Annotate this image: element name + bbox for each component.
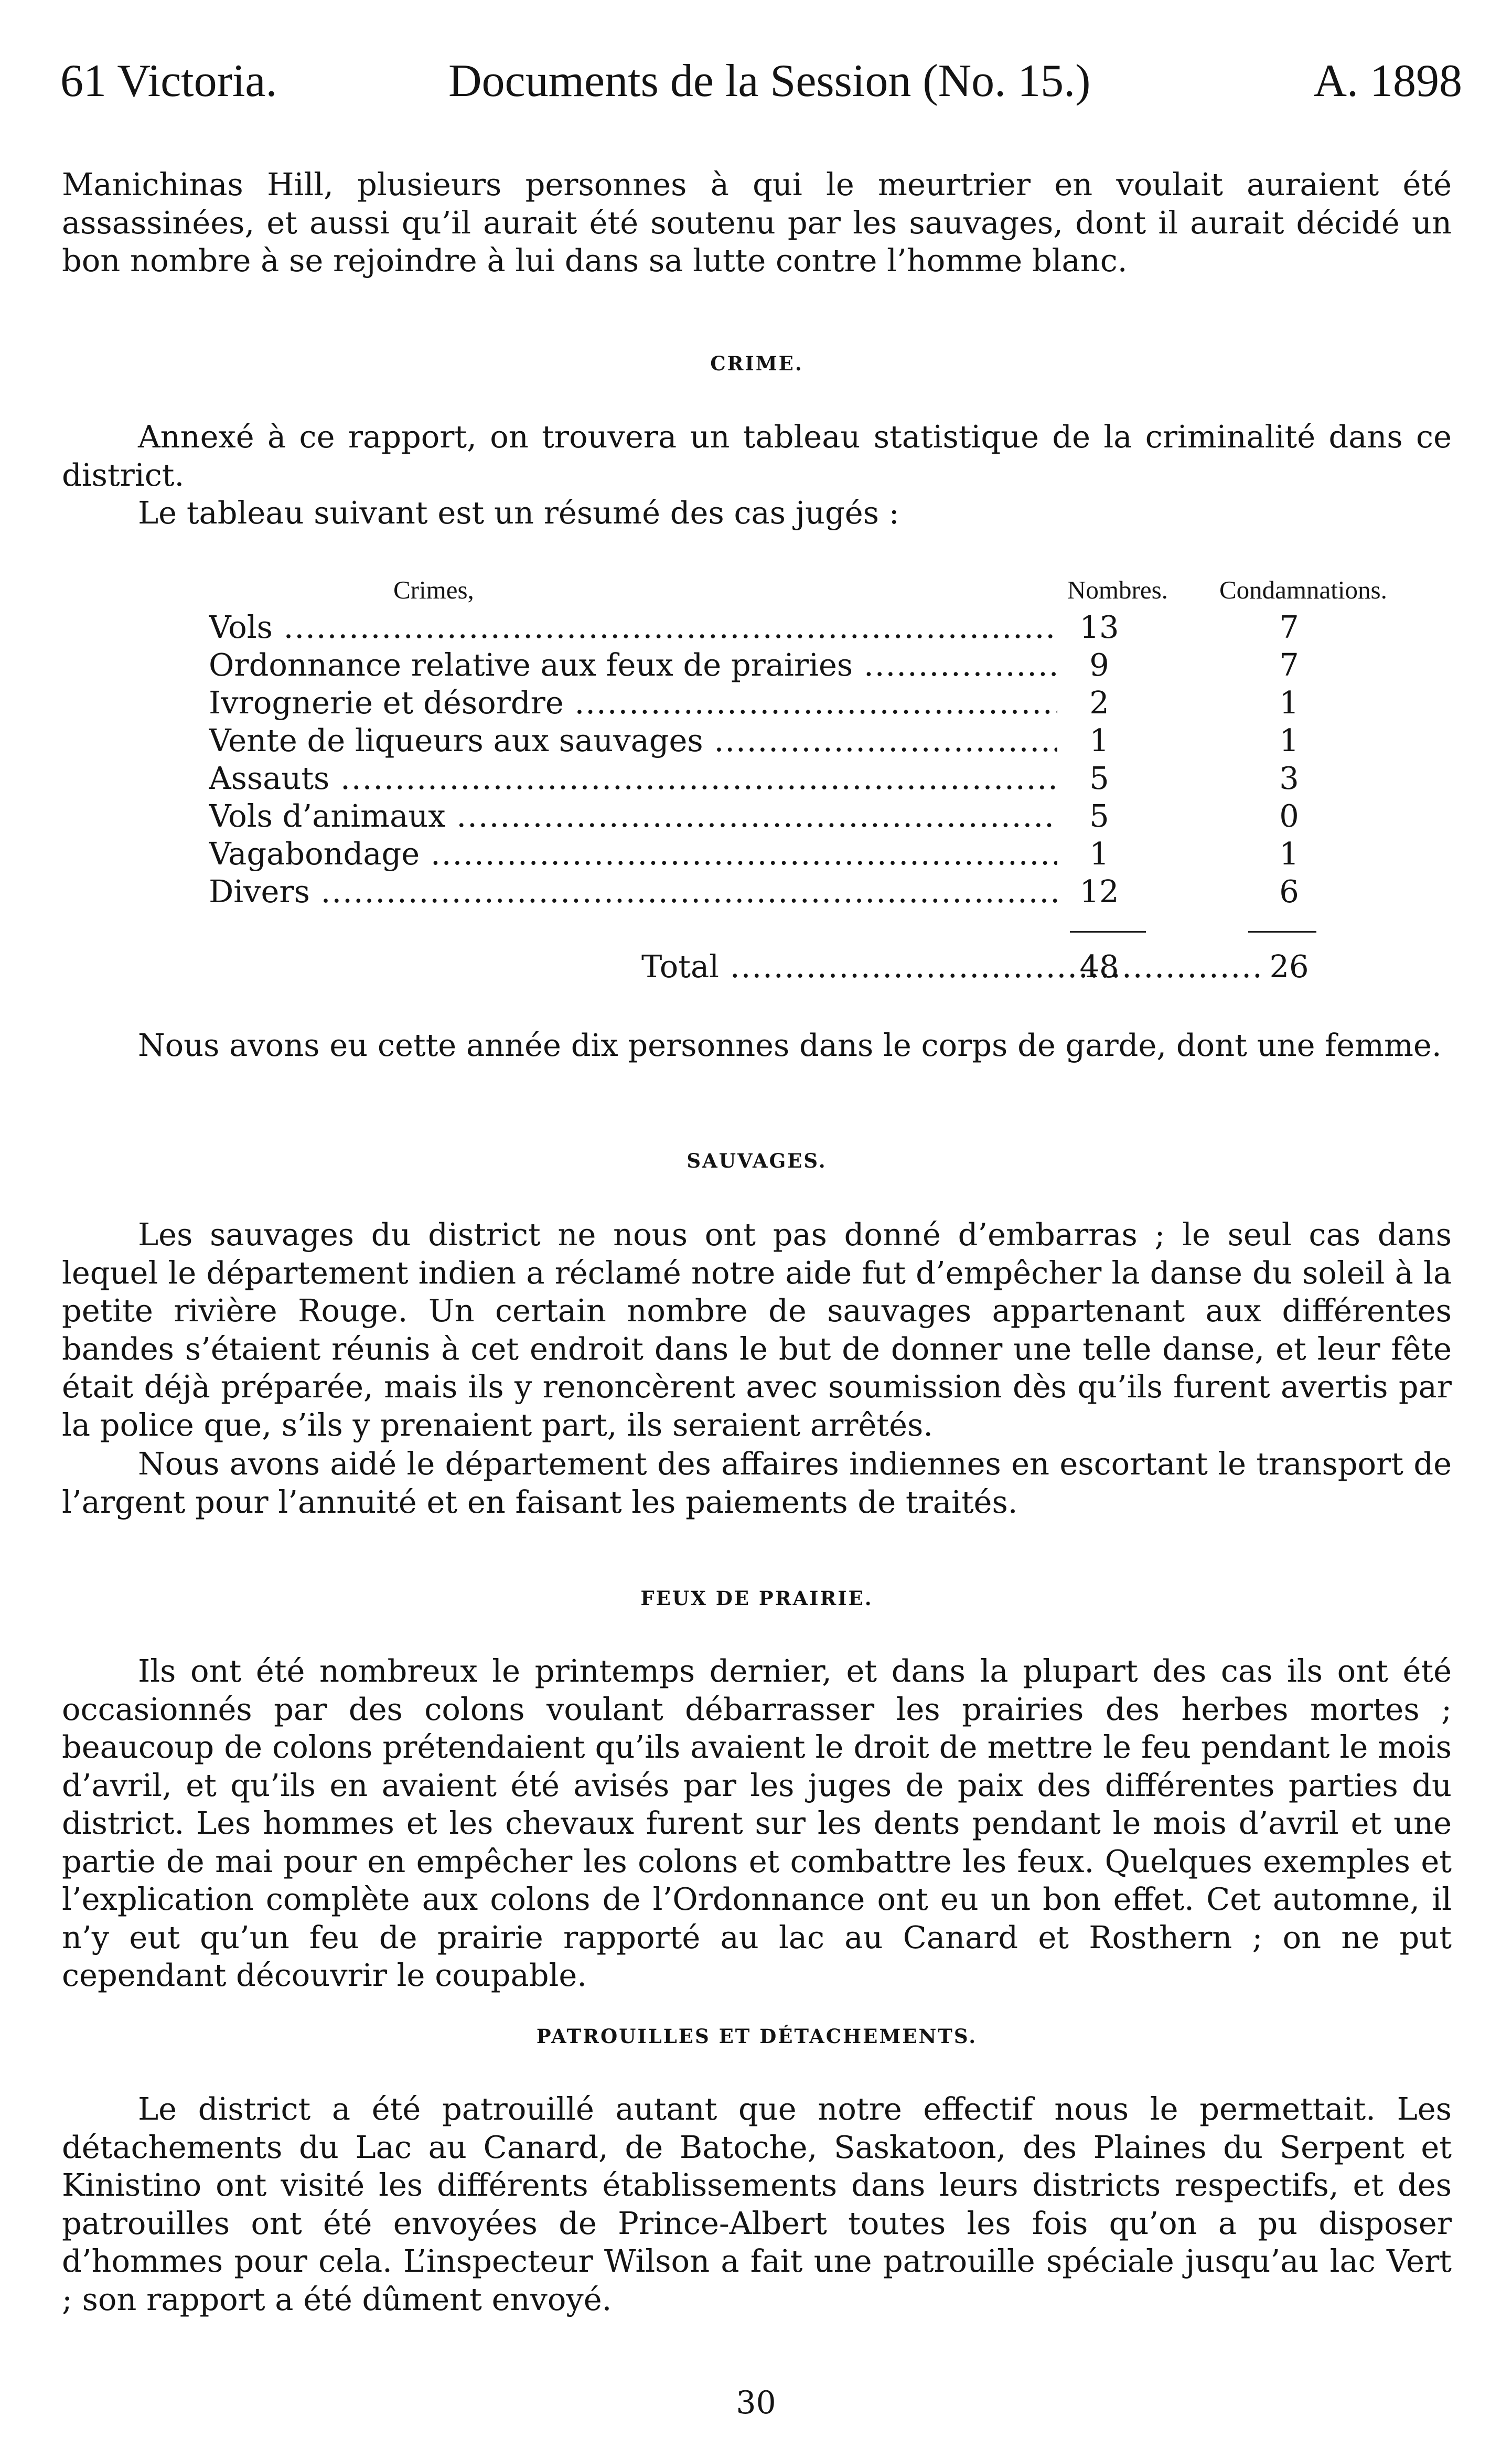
nombres-value: 5 [1089, 760, 1109, 796]
crime-name: Vols d’animaux ..... [209, 797, 1057, 835]
total-condamnations-value: 26 [1269, 948, 1309, 985]
nombres-value: 1 [1089, 836, 1109, 872]
total-rule-nombres [1070, 931, 1146, 933]
sauvages-section-title: SAUVAGES. [687, 1149, 827, 1172]
condamnations-value: 7 [1279, 609, 1299, 645]
total-rule-condamnations [1248, 931, 1316, 933]
crime-name: Ivrognerie et désordre ..... [209, 684, 1057, 722]
nombres-value: 2 [1089, 685, 1109, 721]
table-row [209, 760, 1336, 797]
crime-name: Divers ..... [209, 873, 1057, 911]
condamnations-value: 1 [1279, 836, 1299, 872]
intro-paragraph: Manichinas Hill, plusieurs personnes à qui le meurtrier en voulait auraient été assassinées, et aussi qu’il aurait été soutenu par les sauvages, dont il aurait décidé un bon nombre à se rejoindre à lui dans sa lutte contre l’homme blanc. [62, 166, 1452, 279]
feux-section-title: FEUX DE PRAIRIE. [640, 1587, 873, 1610]
condamnations-value: 0 [1279, 798, 1299, 834]
total-nombres-value: 48 [1079, 948, 1119, 985]
table-row [209, 835, 1336, 873]
nombres-value: 13 [1079, 609, 1119, 645]
table-row [209, 646, 1336, 684]
crime-name: Assauts ..... [209, 760, 1057, 797]
header-document-title: Documents de la Session (No. 15.) [448, 56, 1091, 106]
page-number: 30 [736, 2385, 776, 2421]
crime-paragraph-resume: Le tableau suivant est un résumé des cas jugés : [138, 495, 899, 531]
crime-statistics-table [0, 0, 1512, 985]
nombres-value: 5 [1089, 798, 1109, 834]
nombres-value: 9 [1089, 647, 1109, 683]
table-header-condamnations: Condamnations. [1219, 575, 1387, 604]
condamnations-value: 1 [1279, 722, 1299, 758]
crime-section-title: CRIME. [710, 352, 803, 375]
crime-name: Vols ..... [209, 608, 1057, 646]
header-session-year: 61 Victoria. [60, 56, 277, 106]
crime-name: Vente de liqueurs aux sauvages ..... [209, 722, 1057, 760]
total-label: Total ..... [641, 948, 1266, 986]
patrouilles-section-title: PATROUILLES ET DÉTACHEMENTS. [536, 2025, 978, 2048]
table-row [209, 873, 1336, 911]
condamnations-value: 1 [1279, 685, 1299, 721]
crime-name: Vagabondage ..... [209, 835, 1057, 873]
crime-name: Ordonnance relative aux feux de prairies ..... [209, 646, 1057, 684]
feux-paragraph: Ils ont été nombreux le printemps dernier, et dans la plupart des cas ils ont été occasionnés par des colons voulant débarrasser les prairies des herbes mortes ; beaucoup de colons prétendaient qu’ils avaient le droit de mettre le feu pendant le mois d’avril, et qu’ils en avaient été avisés par les juges de paix des différentes parties du district. Les hommes et les chevaux furent sur les dents pendant le mois d’avril et une partie de mai pour en empêcher les colons et combattre les feux. Quelques exemples et l’explication complète aux colons de l’Ordonnance ont eu un bon effet. Cet automne, il n’y eut qu’un feu de prairie rapporté au lac au Canard et Rosthern ; on ne put cependant découvrir le coupable. [62, 1653, 1452, 1993]
crime-paragraph-annexe: Annexé à ce rapport, on trouvera un tableau statistique de la criminalité dans ce district. [62, 419, 1452, 493]
table-header-crimes: Crimes, [393, 575, 474, 604]
table-header-nombres: Nombres. [1067, 575, 1168, 604]
condamnations-value: 3 [1279, 760, 1299, 796]
nombres-value: 1 [1089, 722, 1109, 758]
header-publication-year: A. 1898 [1313, 56, 1462, 106]
condamnations-value: 6 [1279, 873, 1299, 910]
condamnations-value: 7 [1279, 647, 1299, 683]
table-total-row [209, 948, 1336, 986]
sauvages-paragraph-annuite: Nous avons aidé le département des affaires indiennes en escortant le transport de l’argent pour l’annuité et en faisant les paiements de traités. [62, 1446, 1452, 1520]
sauvages-paragraph-danse: Les sauvages du district ne nous ont pas donné d’embarras ; le seul cas dans lequel le département indien a réclamé notre aide fut d’empêcher la danse du soleil à la petite rivière Rouge. Un certain nombre de sauvages appartenant aux différentes bandes s’étaient réunis à cet endroit dans le but de donner une telle danse, et leur fête était déjà préparée, mais ils y renoncèrent avec soumission dès qu’ils furent avertis par la police que, s’ils y prenaient part, ils seraient arrêtés. [62, 1216, 1452, 1443]
corps-de-garde-paragraph: Nous avons eu cette année dix personnes dans le corps de garde, dont une femme. [138, 1027, 1442, 1063]
patrouilles-paragraph: Le district a été patrouillé autant que notre effectif nous le permettait. Les détachements du Lac au Canard, de Batoche, Saskatoon, des Plaines du Serpent et Kinistino ont visité les différents établissements dans leurs districts respectifs, et des patrouilles ont été envoyées de Prince-Albert toutes les fois qu’on a pu disposer d’hommes pour cela. L’inspecteur Wilson a fait une patrouille spéciale jusqu’au lac Vert ; son rapport a été dûment envoyé. [62, 2091, 1452, 2317]
table-row [209, 797, 1336, 835]
nombres-value: 12 [1079, 873, 1119, 910]
table-row [209, 684, 1336, 722]
table-row [209, 722, 1336, 760]
table-row [209, 608, 1336, 646]
